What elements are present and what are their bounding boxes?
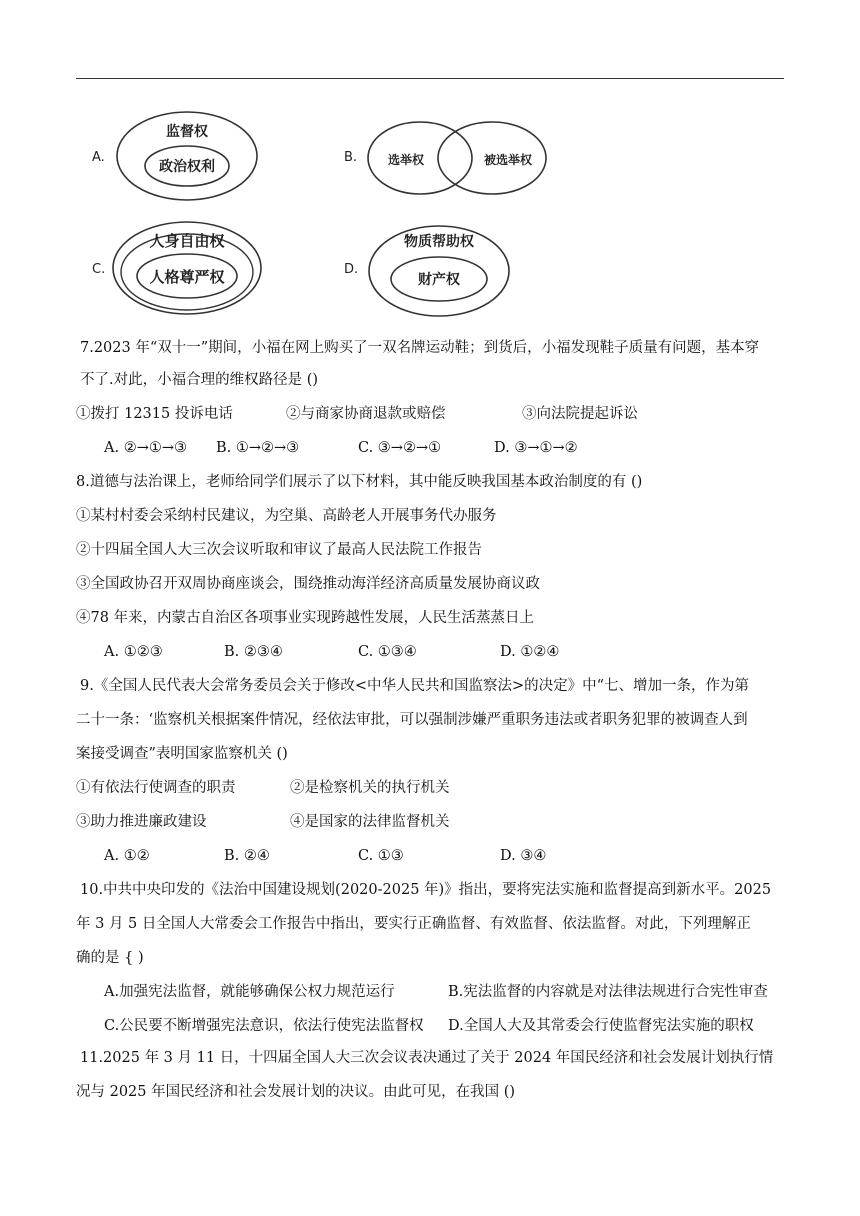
q7-option-c[interactable]: C. ③→②→① [358, 440, 442, 456]
q7-option-a[interactable]: A. ②→①→③ [104, 440, 187, 456]
diagram-b-right-label: 被选举权 [483, 153, 533, 167]
diagram-b [362, 118, 552, 200]
q10-option-a[interactable]: A.加强宪法监督，就能够确保公权力规范运行 [104, 984, 395, 1000]
q9-option-d[interactable]: D. ③④ [500, 848, 547, 864]
header-rule [76, 78, 784, 79]
q7-stem-line1: 7.2023 年“双十一”期间，小福在网上购买了一双名牌运动鞋；到货后，小福发现鞋子质量有问题，基本穿 [80, 340, 760, 356]
q10-option-b[interactable]: B.宪法监督的内容就是对法律法规进行合宪性审查 [448, 984, 768, 1000]
option-letter-d: D. [344, 262, 359, 277]
q8-option-b[interactable]: B. ②③④ [224, 644, 283, 660]
option-letter-c: C. [92, 262, 106, 277]
q9-option-a[interactable]: A. ①② [104, 848, 150, 864]
diagram-a-outer-label: 监督权 [166, 124, 208, 140]
option-letter-a: A. [92, 150, 105, 165]
q7-stem-line2: 不了.对此，小福合理的维权路径是 () [80, 372, 319, 388]
q9-item-3: ③助力推进廉政建设 [76, 814, 207, 830]
q9-stem-line1: 9.《全国人民代表大会常务委员会关于修改<中华人民共和国监察法>的决定》中“七、增加一条，作为第 [80, 678, 750, 694]
q8-option-d[interactable]: D. ①②④ [500, 644, 560, 660]
diagram-d [364, 222, 514, 320]
q8-item-4: ④78 年来，内蒙古自治区各项事业实现跨越性发展，人民生活蒸蒸日上 [76, 610, 535, 626]
option-letter-b: B. [344, 150, 358, 165]
q9-item-4: ④是国家的法律监督机关 [290, 814, 450, 830]
q9-item-2: ②是检察机关的执行机关 [290, 780, 450, 796]
q7-item-3: ③向法院提起诉讼 [522, 406, 638, 422]
q11-stem-line1: 11.2025 年 3 月 11 日，十四届全国人大三次会议表决通过了关于 2024 年国民经济和社会发展计划执行情 [80, 1050, 774, 1066]
q11-stem-line2: 况与 2025 年国民经济和社会发展计划的决议。由此可见，在我国 () [76, 1084, 516, 1100]
q10-stem-line3: 确的是 { ) [76, 950, 144, 966]
q9-stem-line2: 二十一条：‘监察机关根据案件情况，经依法审批，可以强制涉嫌严重职务违法或者职务犯罪的被调查人到 [76, 712, 748, 728]
q8-item-2: ②十四届全国人大三次会议听取和审议了最高人民法院工作报告 [76, 542, 482, 558]
q7-item-2: ②与商家协商退款或赔偿 [286, 406, 446, 422]
q9-stem-line3: 案接受调查”表明国家监察机关 () [76, 746, 288, 762]
q7-option-d[interactable]: D. ③→①→② [494, 440, 578, 456]
q7-option-b[interactable]: B. ①→②→③ [216, 440, 300, 456]
q9-item-1: ①有依法行使调查的职责 [76, 780, 236, 796]
diagram-d-outer-label: 物质帮助权 [404, 234, 474, 250]
q8-option-a[interactable]: A. ①②③ [104, 644, 163, 660]
q9-option-c[interactable]: C. ①③ [358, 848, 404, 864]
diagram-d-inner-label: 财产权 [418, 272, 460, 288]
diagram-a [112, 108, 262, 204]
diagram-a-inner-label: 政治权利 [159, 159, 215, 175]
q7-item-1: ①拨打 12315 投诉电话 [76, 406, 233, 422]
diagram-c-inner-label: 人格尊严权 [149, 268, 225, 286]
diagram-c [108, 218, 266, 318]
diagram-c-outer-label: 人身自由权 [149, 232, 225, 250]
q10-option-c[interactable]: C.公民要不断增强宪法意识，依法行使宪法监督权 [104, 1018, 424, 1034]
q10-stem-line1: 10.中共中央印发的《法治中国建设规划(2020-2025 年)》指出，要将宪法实施和监督提高到新水平。2025 [80, 882, 772, 898]
q8-item-1: ①某村村委会采纳村民建议，为空巢、高龄老人开展事务代办服务 [76, 508, 497, 524]
q10-option-d[interactable]: D.全国人大及其常委会行使监督宪法实施的职权 [448, 1018, 754, 1034]
q10-stem-line2: 年 3 月 5 日全国人大常委会工作报告中指出，要实行正确监督、有效监督、依法监督。对此，下列理解正 [76, 916, 751, 932]
q8-stem: 8.道德与法治课上，老师给同学们展示了以下材料，其中能反映我国基本政治制度的有 () [76, 474, 643, 490]
q8-item-3: ③全国政协召开双周协商座谈会，围绕推动海洋经济高质量发展协商议政 [76, 576, 540, 592]
q9-option-b[interactable]: B. ②④ [224, 848, 270, 864]
q8-option-c[interactable]: C. ①③④ [358, 644, 417, 660]
diagram-b-left-label: 选举权 [387, 153, 425, 167]
